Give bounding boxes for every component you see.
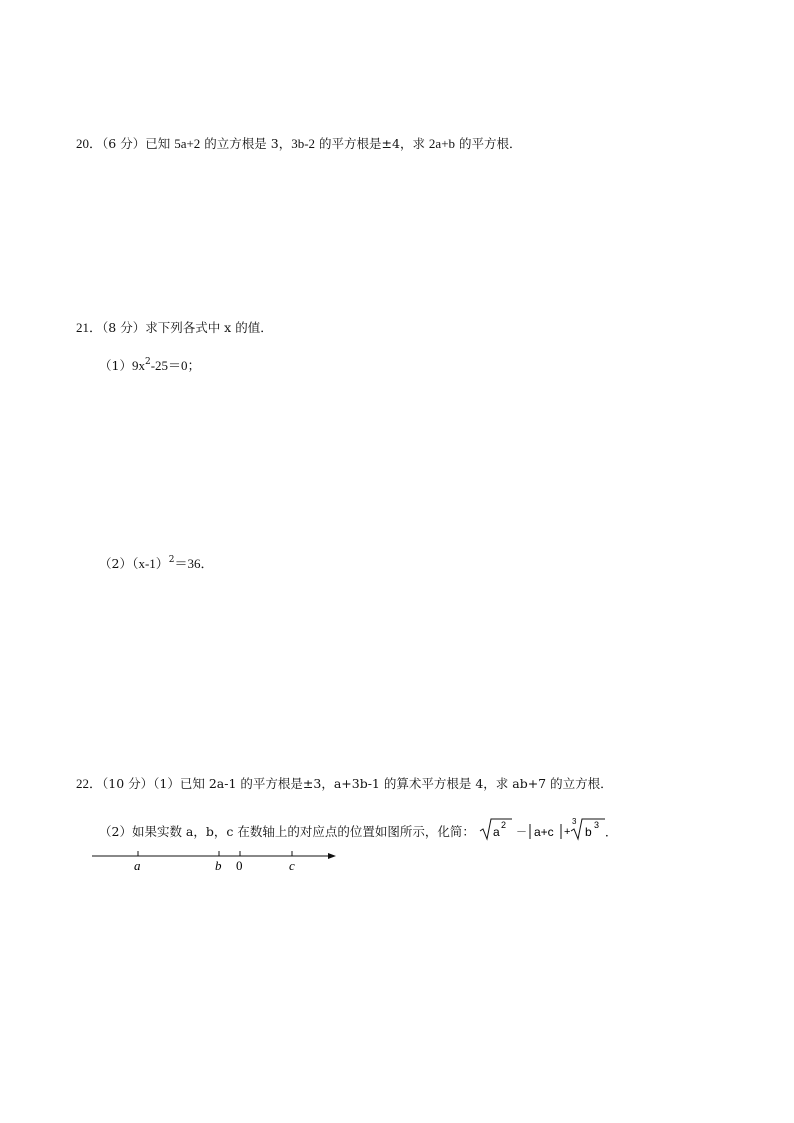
score: （10 分） xyxy=(102,776,154,791)
exponent-b: 3 xyxy=(593,820,599,830)
label-a: a xyxy=(134,858,141,873)
expression: 2a+b xyxy=(428,136,456,151)
score: （6 分） xyxy=(102,136,146,151)
label-b: b xyxy=(215,858,222,873)
radical-expression-graphic xyxy=(479,816,617,842)
part-label: （1） xyxy=(99,358,132,373)
period: ． xyxy=(604,825,617,839)
equation: （x-1） xyxy=(131,556,169,571)
question-text: （2）如果实数 a，b，c 在数轴上的对应点的位置如图所示，化简： xyxy=(99,824,475,839)
question-text: 的平方根． xyxy=(455,136,522,151)
question-21-part-2 xyxy=(99,556,214,572)
exponent-a: 2 xyxy=(500,820,506,830)
label-zero: 0 xyxy=(236,858,243,873)
question-22-part-2 xyxy=(99,816,617,842)
question-22 xyxy=(76,776,613,792)
radical-expression xyxy=(479,816,617,842)
number-line xyxy=(92,848,342,882)
question-21-part-1 xyxy=(99,358,201,374)
abs-content: a+c xyxy=(533,825,554,839)
part-label: （2） xyxy=(99,556,132,571)
question-text: 的立方根是 3， xyxy=(200,136,292,151)
minus-sign: － xyxy=(515,826,527,838)
exponent: 2 xyxy=(168,555,175,565)
equation: 9x xyxy=(131,358,145,373)
expression: 5a+2 xyxy=(174,136,201,151)
question-number: 20． xyxy=(76,136,103,151)
question-22-part-1: （1）已知 2a-1 的平方根是±3，a+3b-1 的算术平方根是 4，求 ab+7 的立方根． xyxy=(153,776,613,791)
question-20 xyxy=(76,136,522,152)
exponent: 2 xyxy=(144,357,151,367)
question-stem: 求下列各式中 x 的值． xyxy=(145,320,273,335)
label-c: c xyxy=(289,858,295,873)
radicand-b: b xyxy=(584,825,592,839)
radicand-a: a xyxy=(492,825,500,839)
plus-sign: + xyxy=(563,826,571,838)
number-line-graphic xyxy=(92,848,342,878)
score: （8 分） xyxy=(102,320,146,335)
question-number: 22． xyxy=(76,776,103,791)
root-index: 3 xyxy=(571,817,577,826)
expression: 3b-2 xyxy=(291,136,316,151)
question-text: 的平方根是±4，求 xyxy=(315,136,429,151)
question-text: 已知 xyxy=(145,136,175,151)
question-21 xyxy=(76,320,273,336)
equation: -25＝0； xyxy=(150,358,201,373)
question-number: 21． xyxy=(76,320,103,335)
arrow-head xyxy=(328,853,336,859)
equation: ＝36． xyxy=(174,556,214,571)
